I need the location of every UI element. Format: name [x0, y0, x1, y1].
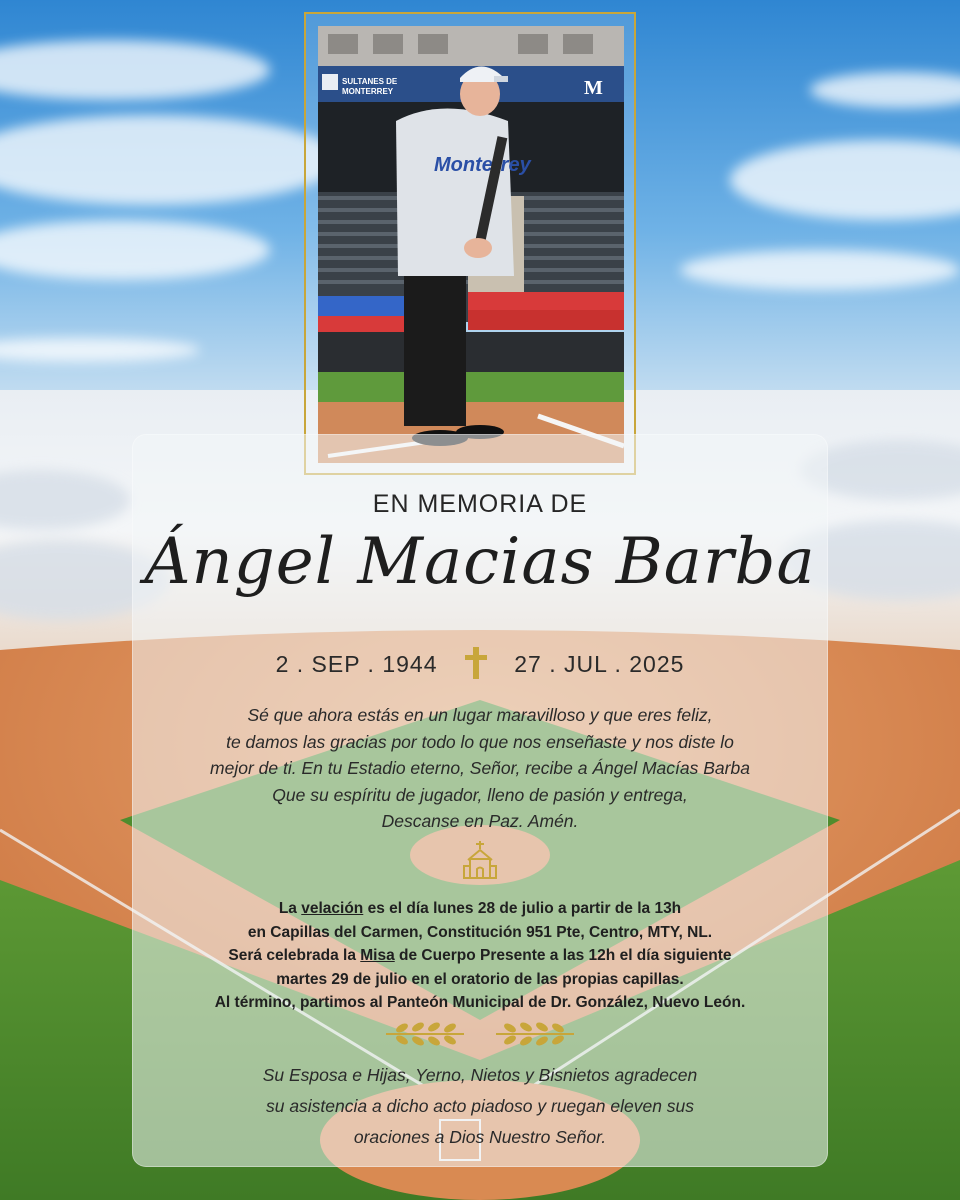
death-date: 27 . JUL . 2025	[514, 651, 685, 678]
verse-line: Descanse en Paz. Amén.	[381, 811, 579, 831]
dates-row	[132, 650, 828, 682]
cross-icon	[463, 647, 489, 679]
photo-frame	[304, 12, 636, 475]
chapel-icon	[462, 840, 498, 880]
family-line: oraciones a Dios Nuestro Señor.	[353, 1127, 607, 1147]
heading: EN MEMORIA DE	[372, 490, 588, 518]
details-line: en Capillas del Carmen, Constitución 951 Pte, Centro, MTY, NL.	[247, 923, 713, 941]
verse-line: Que su espíritu de jugador, lleno de pasión y entrega,	[272, 784, 688, 805]
family-message	[132, 1060, 828, 1153]
laurel-icon	[382, 1018, 578, 1050]
details-line: martes 29 de julio en el oratorio de las propias capillas.	[276, 970, 684, 988]
player-photo	[318, 26, 624, 463]
details-line: Al término, partimos al Panteón Municipal de Dr. González, Nuevo León.	[214, 994, 746, 1011]
deceased-name: Ángel Macias Barba	[144, 525, 816, 599]
verse	[132, 702, 828, 835]
family-line: su asistencia a dicho acto piadoso y ruegan eleven sus	[265, 1096, 695, 1116]
misa-link[interactable]: Misa	[360, 947, 395, 964]
family-line: Su Esposa e Hijas, Yerno, Nietos y Bisnietos agradecen	[262, 1065, 698, 1085]
details-line: Será celebrada la Misa de Cuerpo Presente a las 12h el día siguiente	[228, 947, 732, 964]
banner-text-2: MONTERREY	[342, 87, 394, 96]
verse-line: mejor de ti. En tu Estadio eterno, Señor, recibe a Ángel Macías Barba	[210, 758, 750, 778]
verse-line: te damos las gracias por todo lo que nos enseñaste y nos diste lo	[226, 731, 734, 752]
team-monogram-icon: M	[584, 77, 603, 99]
service-details	[132, 897, 828, 1015]
jersey-text: Monterrey	[434, 154, 531, 176]
team-logo-icon	[322, 74, 338, 90]
verse-line: Sé que ahora estás en un lugar maravilloso y que eres feliz,	[247, 705, 713, 725]
birth-date: 2 . SEP . 1944	[275, 651, 438, 678]
details-line: La velación es el día lunes 28 de julio a partir de la 13h	[278, 900, 682, 917]
banner-text-1: SULTANES DE	[342, 77, 398, 86]
velacion-link[interactable]: velación	[301, 900, 364, 917]
